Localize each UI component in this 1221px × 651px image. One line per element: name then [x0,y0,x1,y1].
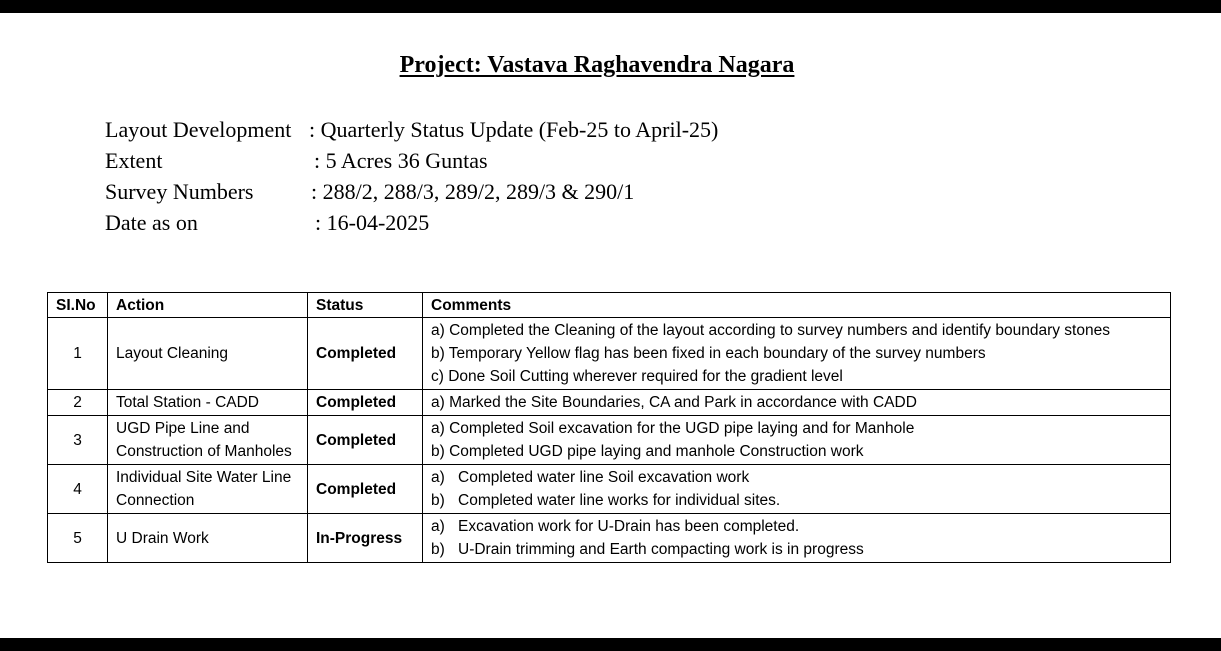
row-status: Completed [308,416,423,465]
row-slno: 3 [48,416,108,465]
row-action: Layout Cleaning [108,318,308,390]
row-slno: 2 [48,390,108,416]
comment-item-label: a) [431,518,445,535]
comment-item [431,515,1162,538]
row-comments [423,318,1171,390]
meta-value-survey-numbers: : 288/2, 288/3, 289/2, 289/3 & 290/1 [311,179,635,204]
table-row [48,514,1171,563]
comment-line: b) Completed UGD pipe laying and manhole Construction work [431,443,864,460]
meta-label-date: Date as on [105,210,198,235]
row-comments [423,465,1171,514]
header-status: Status [308,293,423,318]
row-comments [423,390,1171,416]
row-slno: 4 [48,465,108,514]
row-slno: 5 [48,514,108,563]
header-slno: SI.No [48,293,108,318]
comment-item [431,466,1162,489]
comment-item-text: Excavation work for U-Drain has been completed. [458,518,800,535]
row-comments [423,514,1171,563]
comment-item-label: b) [431,492,445,509]
status-table [47,292,1171,563]
table-header-row [48,293,1171,318]
header-action: Action [108,293,308,318]
comment-line: a) Completed the Cleaning of the layout according to survey numbers and identify boundary stones [431,322,1110,339]
comment-item-text: U-Drain trimming and Earth compacting work is in progress [458,541,864,558]
row-action: U Drain Work [108,514,308,563]
comment-item [431,538,1162,561]
table-row [48,318,1171,390]
row-status: In-Progress [308,514,423,563]
comment-line: c) Done Soil Cutting wherever required for the gradient level [431,368,843,385]
row-slno: 1 [48,318,108,390]
comment-item-label: a) [431,469,445,486]
comment-item-text: Completed water line works for individual sites. [458,492,781,509]
row-status: Completed [308,318,423,390]
comment-line: a) Marked the Site Boundaries, CA and Park in accordance with CADD [431,394,917,411]
meta-value-layout-development: : Quarterly Status Update (Feb-25 to April-25) [309,117,719,142]
meta-value-date: : 16-04-2025 [315,210,430,235]
meta-label-survey-numbers: Survey Numbers [105,179,254,204]
row-action: Total Station - CADD [108,390,308,416]
comment-item [431,489,1162,512]
table-row [48,416,1171,465]
header-comments: Comments [423,293,1171,318]
row-status: Completed [308,465,423,514]
row-action: Individual Site Water Line Connection [108,465,308,514]
comment-line: b) Temporary Yellow flag has been fixed in each boundary of the survey numbers [431,345,986,362]
comment-item-text: Completed water line Soil excavation work [458,469,750,486]
document-title: Project: Vastava Raghavendra Nagara [399,52,795,78]
meta-label-layout-development: Layout Development [105,117,292,142]
table-row [48,465,1171,514]
comment-item-label: b) [431,541,445,558]
table-row [48,390,1171,416]
meta-value-extent: : 5 Acres 36 Guntas [314,148,488,173]
row-action: UGD Pipe Line and Construction of Manholes [108,416,308,465]
top-black-bar [0,0,1221,13]
comment-line: a) Completed Soil excavation for the UGD pipe laying and for Manhole [431,420,915,437]
meta-label-extent: Extent [105,148,163,173]
row-comments [423,416,1171,465]
row-status: Completed [308,390,423,416]
bottom-black-bar [0,638,1221,651]
